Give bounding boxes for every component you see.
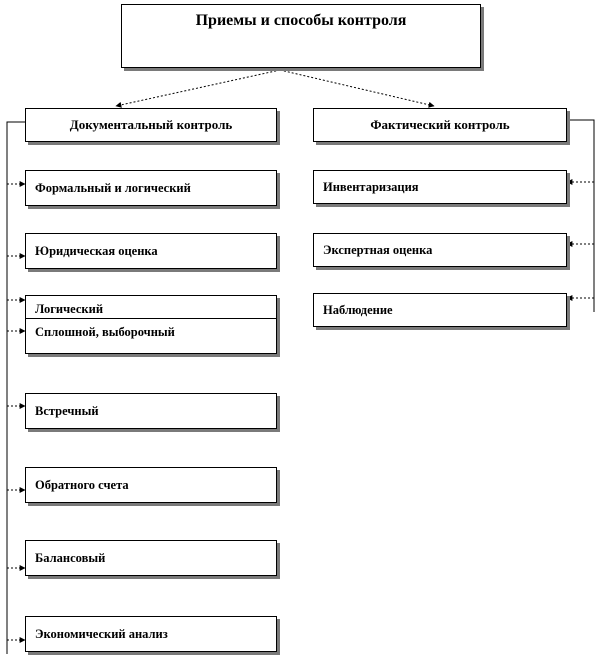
root-title: Приемы и способы контроля bbox=[195, 12, 407, 29]
fact-item-label: Наблюдение bbox=[323, 302, 393, 317]
fact-item-label: Инвентаризация bbox=[323, 179, 419, 194]
root-title-box bbox=[121, 4, 481, 68]
fact-item-label: Экспертная оценка bbox=[323, 242, 433, 257]
factual-bracket bbox=[567, 120, 594, 312]
doc-item-label: Балансовый bbox=[35, 550, 106, 565]
doc-item-label: Обратного счета bbox=[35, 477, 129, 492]
doc-item-label: Встречный bbox=[35, 403, 99, 418]
doc-item-label: Юридическая оценка bbox=[35, 243, 158, 258]
doc-item-balance bbox=[25, 540, 277, 576]
doc-item-label: Формальный и логический bbox=[35, 180, 191, 195]
documentary-control-label: Документальный контроль bbox=[69, 117, 233, 132]
fact-item-expert-assessment bbox=[313, 233, 567, 267]
doc-item-economic-analysis bbox=[25, 616, 277, 652]
fact-item-inventory bbox=[313, 170, 567, 204]
doc-item-label: Экономический анализ bbox=[35, 626, 168, 641]
doc-item-counter bbox=[25, 393, 277, 429]
documentary-bracket bbox=[7, 122, 25, 654]
arrow-root-to-documentary bbox=[116, 70, 280, 106]
documentary-control-box bbox=[25, 108, 277, 142]
doc-item-full-sample bbox=[25, 318, 277, 354]
doc-item-legal-assessment bbox=[25, 233, 277, 269]
doc-item-label: Сплошной, выборочный bbox=[35, 325, 175, 339]
factual-control-label: Фактический контроль bbox=[370, 117, 510, 132]
doc-item-reverse-count bbox=[25, 467, 277, 503]
doc-item-label: Логический bbox=[35, 302, 104, 316]
factual-control-box bbox=[313, 108, 567, 142]
arrow-root-to-factual bbox=[280, 70, 434, 106]
doc-item-formal-logical bbox=[25, 170, 277, 206]
fact-item-observation bbox=[313, 293, 567, 327]
